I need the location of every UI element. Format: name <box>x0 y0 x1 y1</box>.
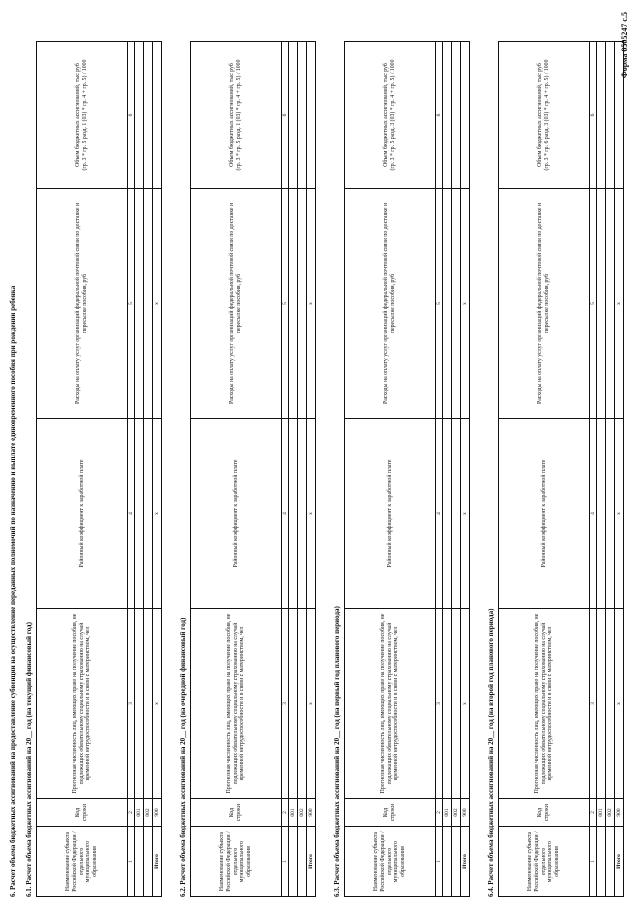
empty-cell <box>606 609 615 799</box>
column-number: 5 <box>436 189 443 419</box>
row-code: 002 <box>298 799 307 827</box>
column-number: 4 <box>436 419 443 609</box>
empty-cell <box>606 827 615 897</box>
total-value-cell <box>461 42 470 189</box>
total-x-mark: x <box>307 419 316 609</box>
column-number: 5 <box>282 189 289 419</box>
empty-cell <box>606 419 615 609</box>
row-code: 001 <box>443 799 452 827</box>
empty-cell <box>144 609 153 799</box>
header-postal-expenses: Расходы на оплату услуг организаций федеральной почтовой связи по доставке и пересылке пособия, руб <box>499 189 590 419</box>
header-regional-coefficient: Районный коэффициент к заработной плате <box>191 419 282 609</box>
total-x-mark: x <box>461 189 470 419</box>
header-budget-volume <box>191 42 282 189</box>
section-title: 6.3. Расчет объема бюджетных ассигнований на 20__ год (на первый год планового периода) <box>333 606 341 897</box>
section-title: 6.2. Расчет объема бюджетных ассигнований на 20__ год (на очередной финансовый год) <box>179 617 187 897</box>
empty-cell <box>144 42 153 189</box>
total-label: Итого <box>153 827 162 897</box>
empty-cell <box>597 827 606 897</box>
empty-cell <box>298 42 307 189</box>
header-budget-volume-label: Объем бюджетных ассигнований, тыс руб <box>75 63 82 167</box>
table-row <box>606 42 615 897</box>
empty-cell <box>597 609 606 799</box>
header-budget-volume <box>345 42 436 189</box>
empty-cell <box>443 189 452 419</box>
row-code: 001 <box>135 799 144 827</box>
header-budget-formula: (гр. 3 * гр. 6 разд. 3 (03) * гр. 4 + гр. 5) / 1000 <box>544 59 550 171</box>
section-title: 6.1. Расчет объема бюджетных ассигнований на 20__ год (на текущий финансовый год) <box>25 622 33 897</box>
column-number: 4 <box>128 419 135 609</box>
header-postal-expenses: Расходы на оплату услуг организаций федеральной почтовой связи по доставке и пересылке пособия, руб <box>191 189 282 419</box>
header-line-code: Код строки <box>191 799 282 827</box>
form-code: Форма 0505247 с.5 <box>620 12 629 79</box>
empty-cell <box>452 42 461 189</box>
empty-cell <box>135 189 144 419</box>
column-number: 4 <box>282 419 289 609</box>
total-row <box>307 42 316 897</box>
empty-cell <box>298 827 307 897</box>
empty-cell <box>144 419 153 609</box>
header-subject-name: Наименование субъекта Российской Федерации / отдельного муниципального образования <box>191 827 282 897</box>
column-number: 5 <box>590 189 597 419</box>
column-number: 6 <box>128 42 135 189</box>
total-label: Итого <box>307 827 316 897</box>
empty-cell <box>144 827 153 897</box>
column-number: 3 <box>128 609 135 799</box>
table-row <box>443 42 452 897</box>
column-number: 1 <box>128 827 135 897</box>
header-line-code: Код строки <box>345 799 436 827</box>
column-number: 3 <box>282 609 289 799</box>
column-number: 5 <box>128 189 135 419</box>
table-row <box>135 42 144 897</box>
total-row <box>461 42 470 897</box>
empty-cell <box>135 827 144 897</box>
header-forecast-count: Прогнозная численность лиц, имеющих право на получение пособия, не подлежащих обязательному социальному страхованию на случай временной нетрудоспособности и в связи с материнством, чел <box>345 609 436 799</box>
empty-cell <box>135 419 144 609</box>
total-value-cell <box>153 42 162 189</box>
column-number: 4 <box>590 419 597 609</box>
header-subject-name: Наименование субъекта Российской Федерации / отдельного муниципального образования <box>345 827 436 897</box>
empty-cell <box>289 42 298 189</box>
column-number: 2 <box>128 799 135 827</box>
header-regional-coefficient: Районный коэффициент к заработной плате <box>345 419 436 609</box>
column-number: 2 <box>436 799 443 827</box>
total-code: 900 <box>153 799 162 827</box>
empty-cell <box>289 189 298 419</box>
empty-cell <box>144 189 153 419</box>
table-row <box>298 42 307 897</box>
empty-cell <box>289 419 298 609</box>
table-row <box>144 42 153 897</box>
total-code: 900 <box>307 799 316 827</box>
empty-cell <box>443 419 452 609</box>
header-forecast-count: Прогнозная численность лиц, имеющих право на получение пособия, не подлежащих обязательному социальному страхованию на случай временной нетрудоспособности и в связи с материнством, чел <box>191 609 282 799</box>
total-label: Итого <box>615 827 624 897</box>
table-row <box>452 42 461 897</box>
total-x-mark: x <box>307 609 316 799</box>
calculation-table <box>190 41 316 897</box>
empty-cell <box>443 42 452 189</box>
total-x-mark: x <box>615 609 624 799</box>
total-x-mark: x <box>461 609 470 799</box>
total-row <box>153 42 162 897</box>
row-code: 002 <box>452 799 461 827</box>
empty-cell <box>597 42 606 189</box>
calculation-table <box>36 41 162 897</box>
empty-cell <box>452 827 461 897</box>
total-x-mark: x <box>615 189 624 419</box>
total-x-mark: x <box>153 189 162 419</box>
header-regional-coefficient: Районный коэффициент к заработной плате <box>499 419 590 609</box>
empty-cell <box>452 189 461 419</box>
total-code: 900 <box>461 799 470 827</box>
total-value-cell <box>307 42 316 189</box>
empty-cell <box>597 419 606 609</box>
empty-cell <box>606 42 615 189</box>
column-number: 6 <box>590 42 597 189</box>
empty-cell <box>443 609 452 799</box>
header-postal-expenses: Расходы на оплату услуг организаций федеральной почтовой связи по доставке и пересылке пособия, руб <box>37 189 128 419</box>
header-budget-volume-label: Объем бюджетных ассигнований, тыс руб <box>383 63 390 167</box>
row-code: 002 <box>144 799 153 827</box>
header-regional-coefficient: Районный коэффициент к заработной плате <box>37 419 128 609</box>
header-budget-volume-label: Объем бюджетных ассигнований, тыс руб <box>229 63 236 167</box>
main-title: 6. Расчет объема бюджетных ассигнований на предоставление субвенции на осуществление переданных полномочий по назначению и выплате единовременного пособия при рождении ребенка <box>9 285 17 897</box>
total-row <box>615 42 624 897</box>
column-number: 3 <box>590 609 597 799</box>
row-code: 001 <box>597 799 606 827</box>
row-code: 002 <box>606 799 615 827</box>
empty-cell <box>135 42 144 189</box>
row-code: 001 <box>289 799 298 827</box>
column-number: 6 <box>282 42 289 189</box>
empty-cell <box>289 827 298 897</box>
column-number: 2 <box>282 799 289 827</box>
header-budget-formula: (гр. 3 * гр. 5 разд. 1 (03) * гр. 4 + гр. 5) / 1000 <box>236 59 242 171</box>
header-budget-volume <box>37 42 128 189</box>
empty-cell <box>298 609 307 799</box>
header-budget-formula: (гр. 3 * гр. 5 разд. 1 (03) * гр. 4 + гр. 5) / 1000 <box>82 59 88 171</box>
column-number: 2 <box>590 799 597 827</box>
header-forecast-count: Прогнозная численность лиц, имеющих право на получение пособия, не подлежащих обязательному социальному страхованию на случай временной нетрудоспособности и в связи с материнством, чел <box>499 609 590 799</box>
empty-cell <box>597 189 606 419</box>
empty-cell <box>298 189 307 419</box>
empty-cell <box>452 609 461 799</box>
table-row <box>289 42 298 897</box>
header-line-code: Код строки <box>37 799 128 827</box>
empty-cell <box>135 609 144 799</box>
column-number: 6 <box>436 42 443 189</box>
header-forecast-count: Прогнозная численность лиц, имеющих право на получение пособия, не подлежащих обязательному социальному страхованию на случай временной нетрудоспособности и в связи с материнством, чел <box>37 609 128 799</box>
empty-cell <box>606 189 615 419</box>
column-number: 1 <box>282 827 289 897</box>
calculation-table <box>498 41 624 897</box>
header-subject-name: Наименование субъекта Российской Федерации / отдельного муниципального образования <box>37 827 128 897</box>
empty-cell <box>452 419 461 609</box>
header-budget-volume-label: Объем бюджетных ассигнований, тыс руб <box>537 63 544 167</box>
empty-cell <box>443 827 452 897</box>
total-x-mark: x <box>153 419 162 609</box>
column-number: 1 <box>590 827 597 897</box>
empty-cell <box>289 609 298 799</box>
header-subject-name: Наименование субъекта Российской Федерации / отдельного муниципального образования <box>499 827 590 897</box>
table-row <box>597 42 606 897</box>
total-x-mark: x <box>153 609 162 799</box>
header-postal-expenses: Расходы на оплату услуг организаций федеральной почтовой связи по доставке и пересылке пособия, руб <box>345 189 436 419</box>
column-number: 1 <box>436 827 443 897</box>
header-line-code: Код строки <box>499 799 590 827</box>
total-x-mark: x <box>307 189 316 419</box>
total-code: 900 <box>615 799 624 827</box>
total-value-cell <box>615 42 624 189</box>
header-budget-volume <box>499 42 590 189</box>
total-x-mark: x <box>461 419 470 609</box>
calculation-table <box>344 41 470 897</box>
total-x-mark: x <box>615 419 624 609</box>
header-budget-formula: (гр. 3 * гр. 5 разд. 3 (03) * гр. 4 + гр. 5) / 1000 <box>390 59 396 171</box>
column-number: 3 <box>436 609 443 799</box>
total-label: Итого <box>461 827 470 897</box>
empty-cell <box>298 419 307 609</box>
section-title: 6.4. Расчет объема бюджетных ассигнований на 20__ год (на второй год планового периода) <box>487 608 495 897</box>
